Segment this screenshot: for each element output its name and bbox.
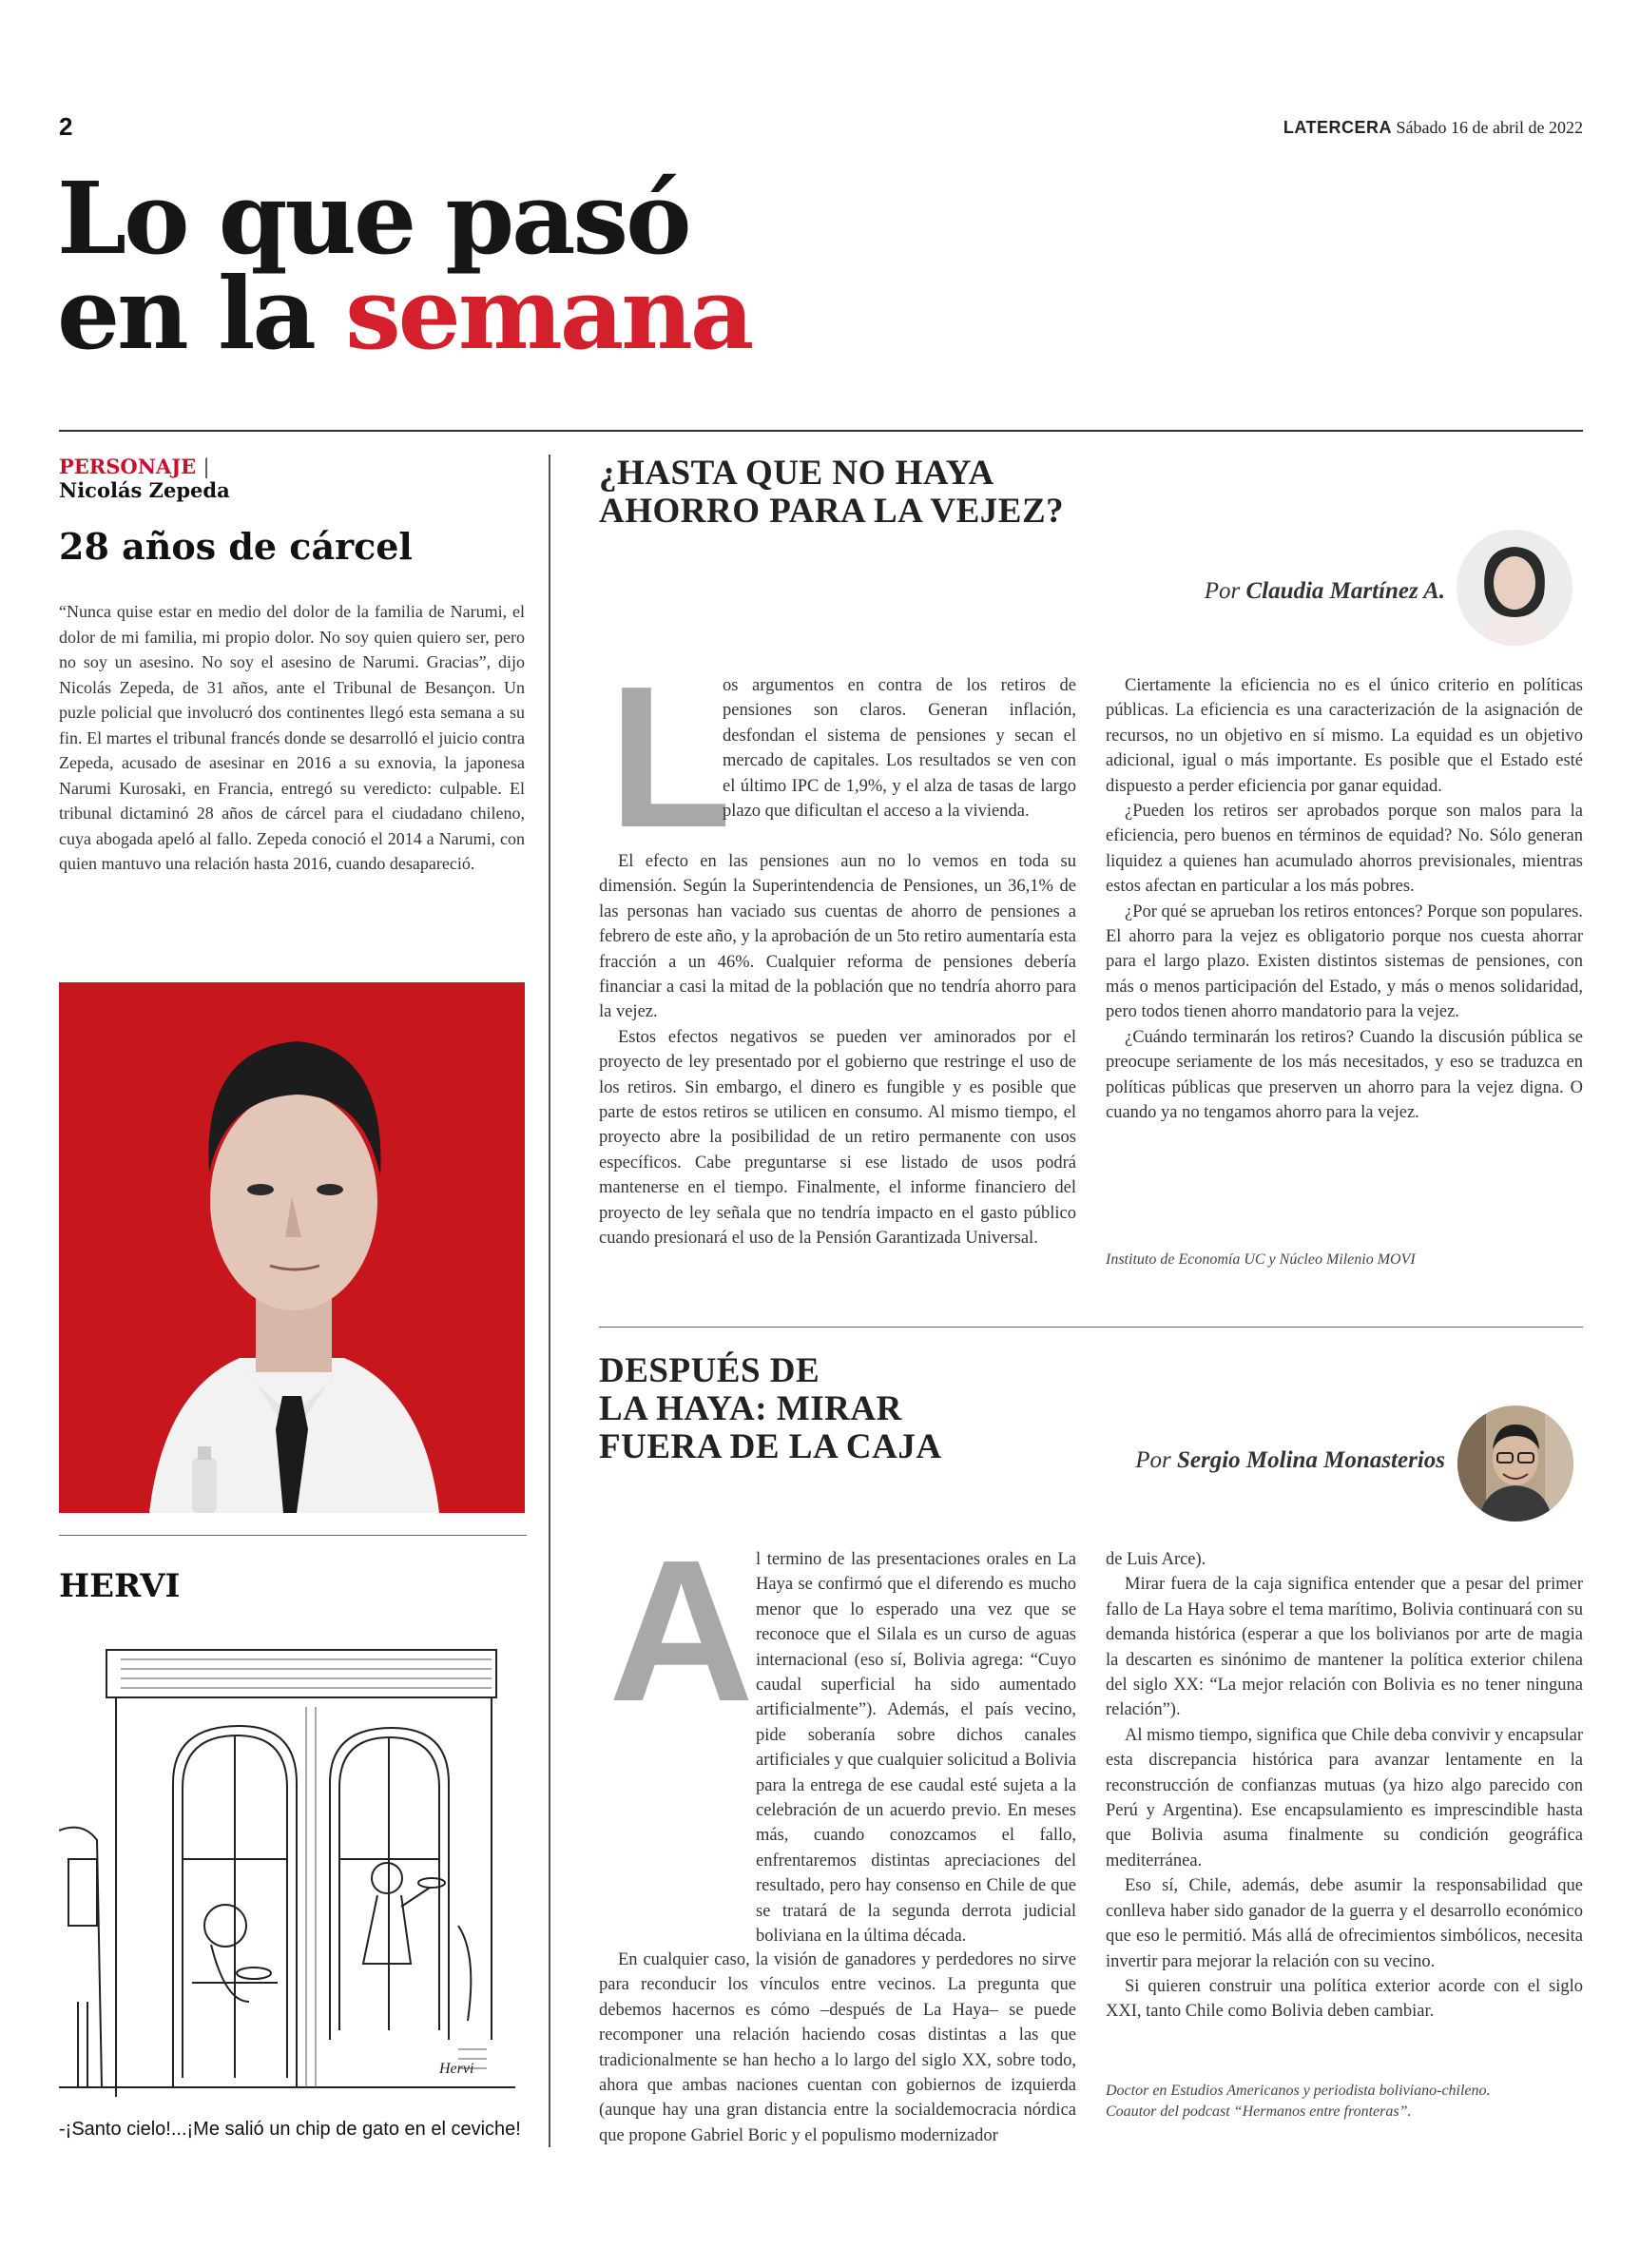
article-2-paragraph: En cualquier caso, la visión de ganadores y perdedores no sirve para reconducir los vínculos entre vecinos. La pregunta que debemos hacernos es cómo –después de La Haya– se puede recomponer una relación haciendo cosas distintas a las que tradicionalmente se han hecho a lo largo del siglo XX, sobre todo, ahora que ambas naciones cuentan con gobiernos de izquierda (aunque hay una gran distancia entre la socialdemocracia nórdica que propone Gabriel Boric y el populismo modernizador <box>599 1950 1076 2145</box>
article-2-col-1 <box>756 1547 1076 1949</box>
kicker-label: PERSONAJE <box>59 455 197 478</box>
article-1-title <box>599 455 1064 531</box>
issue-date: Sábado 16 de abril de 2022 <box>1396 118 1583 137</box>
section-headline <box>57 160 752 372</box>
nicolas-zepeda-photo <box>59 982 525 1513</box>
article-2-title-line-3: FUERA DE LA CAJA <box>599 1427 942 1466</box>
article-1-col-1 <box>599 849 1076 1251</box>
article-1-signature: Instituto de Economía UC y Núcleo Milenio MOVI <box>1106 1251 1416 1268</box>
article-2-dropcap: A <box>608 1518 755 1743</box>
article-1-dropcap: L <box>608 644 732 869</box>
article-2-byline <box>1135 1447 1445 1474</box>
byline-author: Claudia Martínez A. <box>1245 578 1445 604</box>
headline-prefix: en la <box>57 255 346 372</box>
article-2-signature <box>1106 2081 1491 2123</box>
column-divider <box>549 455 550 2147</box>
hervi-cartoon <box>59 1640 525 2121</box>
article-1-byline <box>1205 578 1445 605</box>
article-2-title-line-2: LA HAYA: MIRAR <box>599 1389 902 1428</box>
article-divider <box>599 1327 1583 1328</box>
headline-line-2 <box>57 255 752 372</box>
article-2-lead-paragraph: l termino de las presentaciones orales en La Haya se confirmó que el diferendo es mucho menor que lo esperado una vez que se reconoce que el Silala es un curso de aguas internacional (eso sí, Bolivia agrega: “Cuyo caudal superficial ha sido aumentado artificialmente”). Además, el país vecino, pide soberanía sobre dichos canales artificiales y que cualquier solicitud a Bolivia para la entrega de ese caudal esté sujeta a la celebración de un acuerdo previo. En meses más, cuando conozcamos el fallo, enfrentaremos distintas apreciaciones del resultado, pero hay consenso en Chile de que se tratará de la segunda derrota judicial boliviana en la última década. <box>756 1550 1077 1947</box>
personaje-kicker <box>59 455 210 478</box>
sergio-molina-avatar <box>1457 1405 1573 1522</box>
article-1-title-line-2: AHORRO PARA LA VEJEZ? <box>599 492 1065 531</box>
article-1-col-2 <box>1106 673 1583 1125</box>
signature-line-1: Doctor en Estudios Americanos y periodista boliviano-chileno. <box>1106 2083 1491 2099</box>
article-1-lead-paragraph: os argumentos en contra de los retiros de pensiones son claros. Generan inflación, desfondan el sistema de pensiones y secan el mercado de capitales. Los resultados se ven con el último IPC de 1,9%, y el alza de tasas de largo plazo que dificultan el acceso a la vivienda. <box>723 676 1076 822</box>
article-1-title-line-1: ¿HASTA QUE NO HAYA <box>599 454 994 493</box>
page-number: 2 <box>59 112 73 141</box>
signature-line-2: Coautor del podcast “Hermanos entre fronteras”. <box>1106 2103 1412 2120</box>
article-2-title-line-1: DESPUÉS DE <box>599 1351 820 1390</box>
byline-author: Sergio Molina Monasterios <box>1176 1447 1445 1473</box>
kicker-bar: | <box>203 456 210 478</box>
personaje-body: “Nunca quise estar en medio del dolor de la familia de Narumi, el dolor de mi familia, mi propio dolor. No soy quien quiero ser, pero no soy un asesino. No soy el asesino de Narumi. Gracias”, dijo Nicolás Zepeda, de 31 años, ante el Tribunal de Besançon. Un puzle policial que involucró dos continentes llegó esta semana a su fin. El martes el tribunal francés donde se desarrolló el juicio contra Zepeda, acusado de asesinar en 2016 a su exnovia, la japonesa Narumi Kurosaki, en Francia, entregó su veredicto: culpable. El tribunal dictaminó 28 años de cárcel para el ciudadano chileno, cuya abogada apeló al fallo. Zepeda conoció el 2014 a Narumi, con quien mantuvo una relación hasta 2016, cuando desapareció. <box>59 602 525 873</box>
byline-prefix: Por <box>1204 578 1246 604</box>
headline-line-1: Lo que pasó <box>57 160 689 277</box>
article-2-title <box>599 1352 942 1466</box>
personaje-title: 28 años de cárcel <box>59 525 413 568</box>
article-1-paragraph: ¿Por qué se aprueban los retiros entonces? Porque son populares. El ahorro para la vejez es obligatorio porque nos cuesta ahorrar para el largo plazo. Existen distintos sistemas de pensiones, con más o menos participación del Estado, y más o menos solidaridad, pero todos tienen ahorro mandatorio para la vejez. <box>1106 901 1583 1022</box>
claudia-martinez-avatar <box>1457 530 1572 646</box>
article-1-col-1-lead <box>723 673 1076 824</box>
personaje-name: Nicolás Zepeda <box>59 478 230 502</box>
article-2-paragraph: Al mismo tiempo, significa que Chile deba convivir y encapsular esta discrepancia histórica para avanzar lentamente en la reconstrucción de confianzas mutuas (ya hizo algo parecido con Perú y Argentina). Ese encapsulamiento es imprescindible hasta que Bolivia asuma finalmente su condición geográfica mediterránea. <box>1106 1725 1583 1871</box>
article-2-paragraph: Mirar fuera de la caja significa entender que a pesar del primer fallo de La Haya sobre el tema marítimo, Bolivia continuará con su demanda histórica (esperar a que los bolivianos por arte de magia la descarten es sinónimo de mantener la política exterior chilena del siglo XX: “La mejor relación con Bolivia es no tener ninguna relación”). <box>1106 1575 1583 1720</box>
article-2-paragraph: Si quieren construir una política exterior acorde con el siglo XXI, tanto Chile como Bolivia deben cambiar. <box>1106 1976 1583 2022</box>
article-2-paragraph: Eso sí, Chile, además, debe asumir la responsabilidad que conlleva haber sido ganador de la guerra y el desarrollo económico que eso le permitió. Más allá de ofrecimientos simbólicos, necesita invertir para mejorar la relación con su vecino. <box>1106 1876 1583 1971</box>
article-1-paragraph: El efecto en las pensiones aun no lo vemos en toda su dimensión. Según la Superintendencia de Pensiones, un 36,1% de las personas han vaciado sus cuentas de ahorro de pensiones a febrero de este año, y la aprobación de un 5to retiro aumentaría esta fracción a un 46%. Cualquier reforma de pensiones debería financiar a casi la mitad de la población que no tendría ahorro para la vejez. <box>599 852 1076 1022</box>
byline-prefix: Por <box>1135 1447 1177 1473</box>
hervi-signature: Hervi <box>439 2061 474 2077</box>
hervi-title: HERVI <box>59 1567 181 1605</box>
headline-highlight: semana <box>345 255 752 372</box>
article-1-paragraph: Ciertamente la eficiencia no es el único criterio en políticas públicas. La eficiencia es una caracterización de la asignación de recursos, no un objetivo en sí mismo. La equidad es un objetivo adicional, igual o más importante. Es posible que el Estado esté dispuesto a perder eficiencia por ganar equidad. <box>1106 676 1583 796</box>
cartoon-caption: -¡Santo cielo!...¡Me salió un chip de gato en el ceviche! <box>59 2119 521 2140</box>
masthead-date <box>1283 118 1583 138</box>
article-2-col-2 <box>1106 1547 1583 2025</box>
article-1-paragraph: ¿Cuándo terminarán los retiros? Cuando la discusión pública se preocupe seriamente de los más necesitados, y eso se traduzca en políticas públicas que preserven un ahorro para la vejez digna. O cuando ya no tengamos ahorro para la vejez. <box>1106 1027 1583 1122</box>
article-1-paragraph: ¿Pueden los retiros ser aprobados porque son malos para la eficiencia, pero buenos en términos de equidad? No. Sólo generan liquidez a quienes han acumulado ahorros previsionales, mientras estos afectan en particular a los más pobres. <box>1106 802 1583 897</box>
article-1-paragraph: Estos efectos negativos se pueden ver aminorados por el proyecto de ley presentado por el gobierno que restringe el uso de los retiros. Sin embargo, el dinero es fungible y es posible que parte de estos retiros se utilicen en consumo. Al mismo tiempo, el proyecto abre la posibilidad de un retiro permanente con usos específicos. Cabe preguntarse si ese listado de usos podrá mantenerse en el tiempo. Finalmente, el informe financiero del proyecto de ley señala que no tendría impacto en el gasto público cuando presionará el uso de la Pensión Garantizada Universal. <box>599 1027 1076 1249</box>
article-2-col-1-lower <box>599 1948 1076 2148</box>
brand-name: LATERCERA <box>1283 118 1393 137</box>
top-divider <box>59 430 1583 432</box>
left-divider <box>59 1535 527 1536</box>
article-2-paragraph: de Luis Arce). <box>1106 1550 1206 1569</box>
